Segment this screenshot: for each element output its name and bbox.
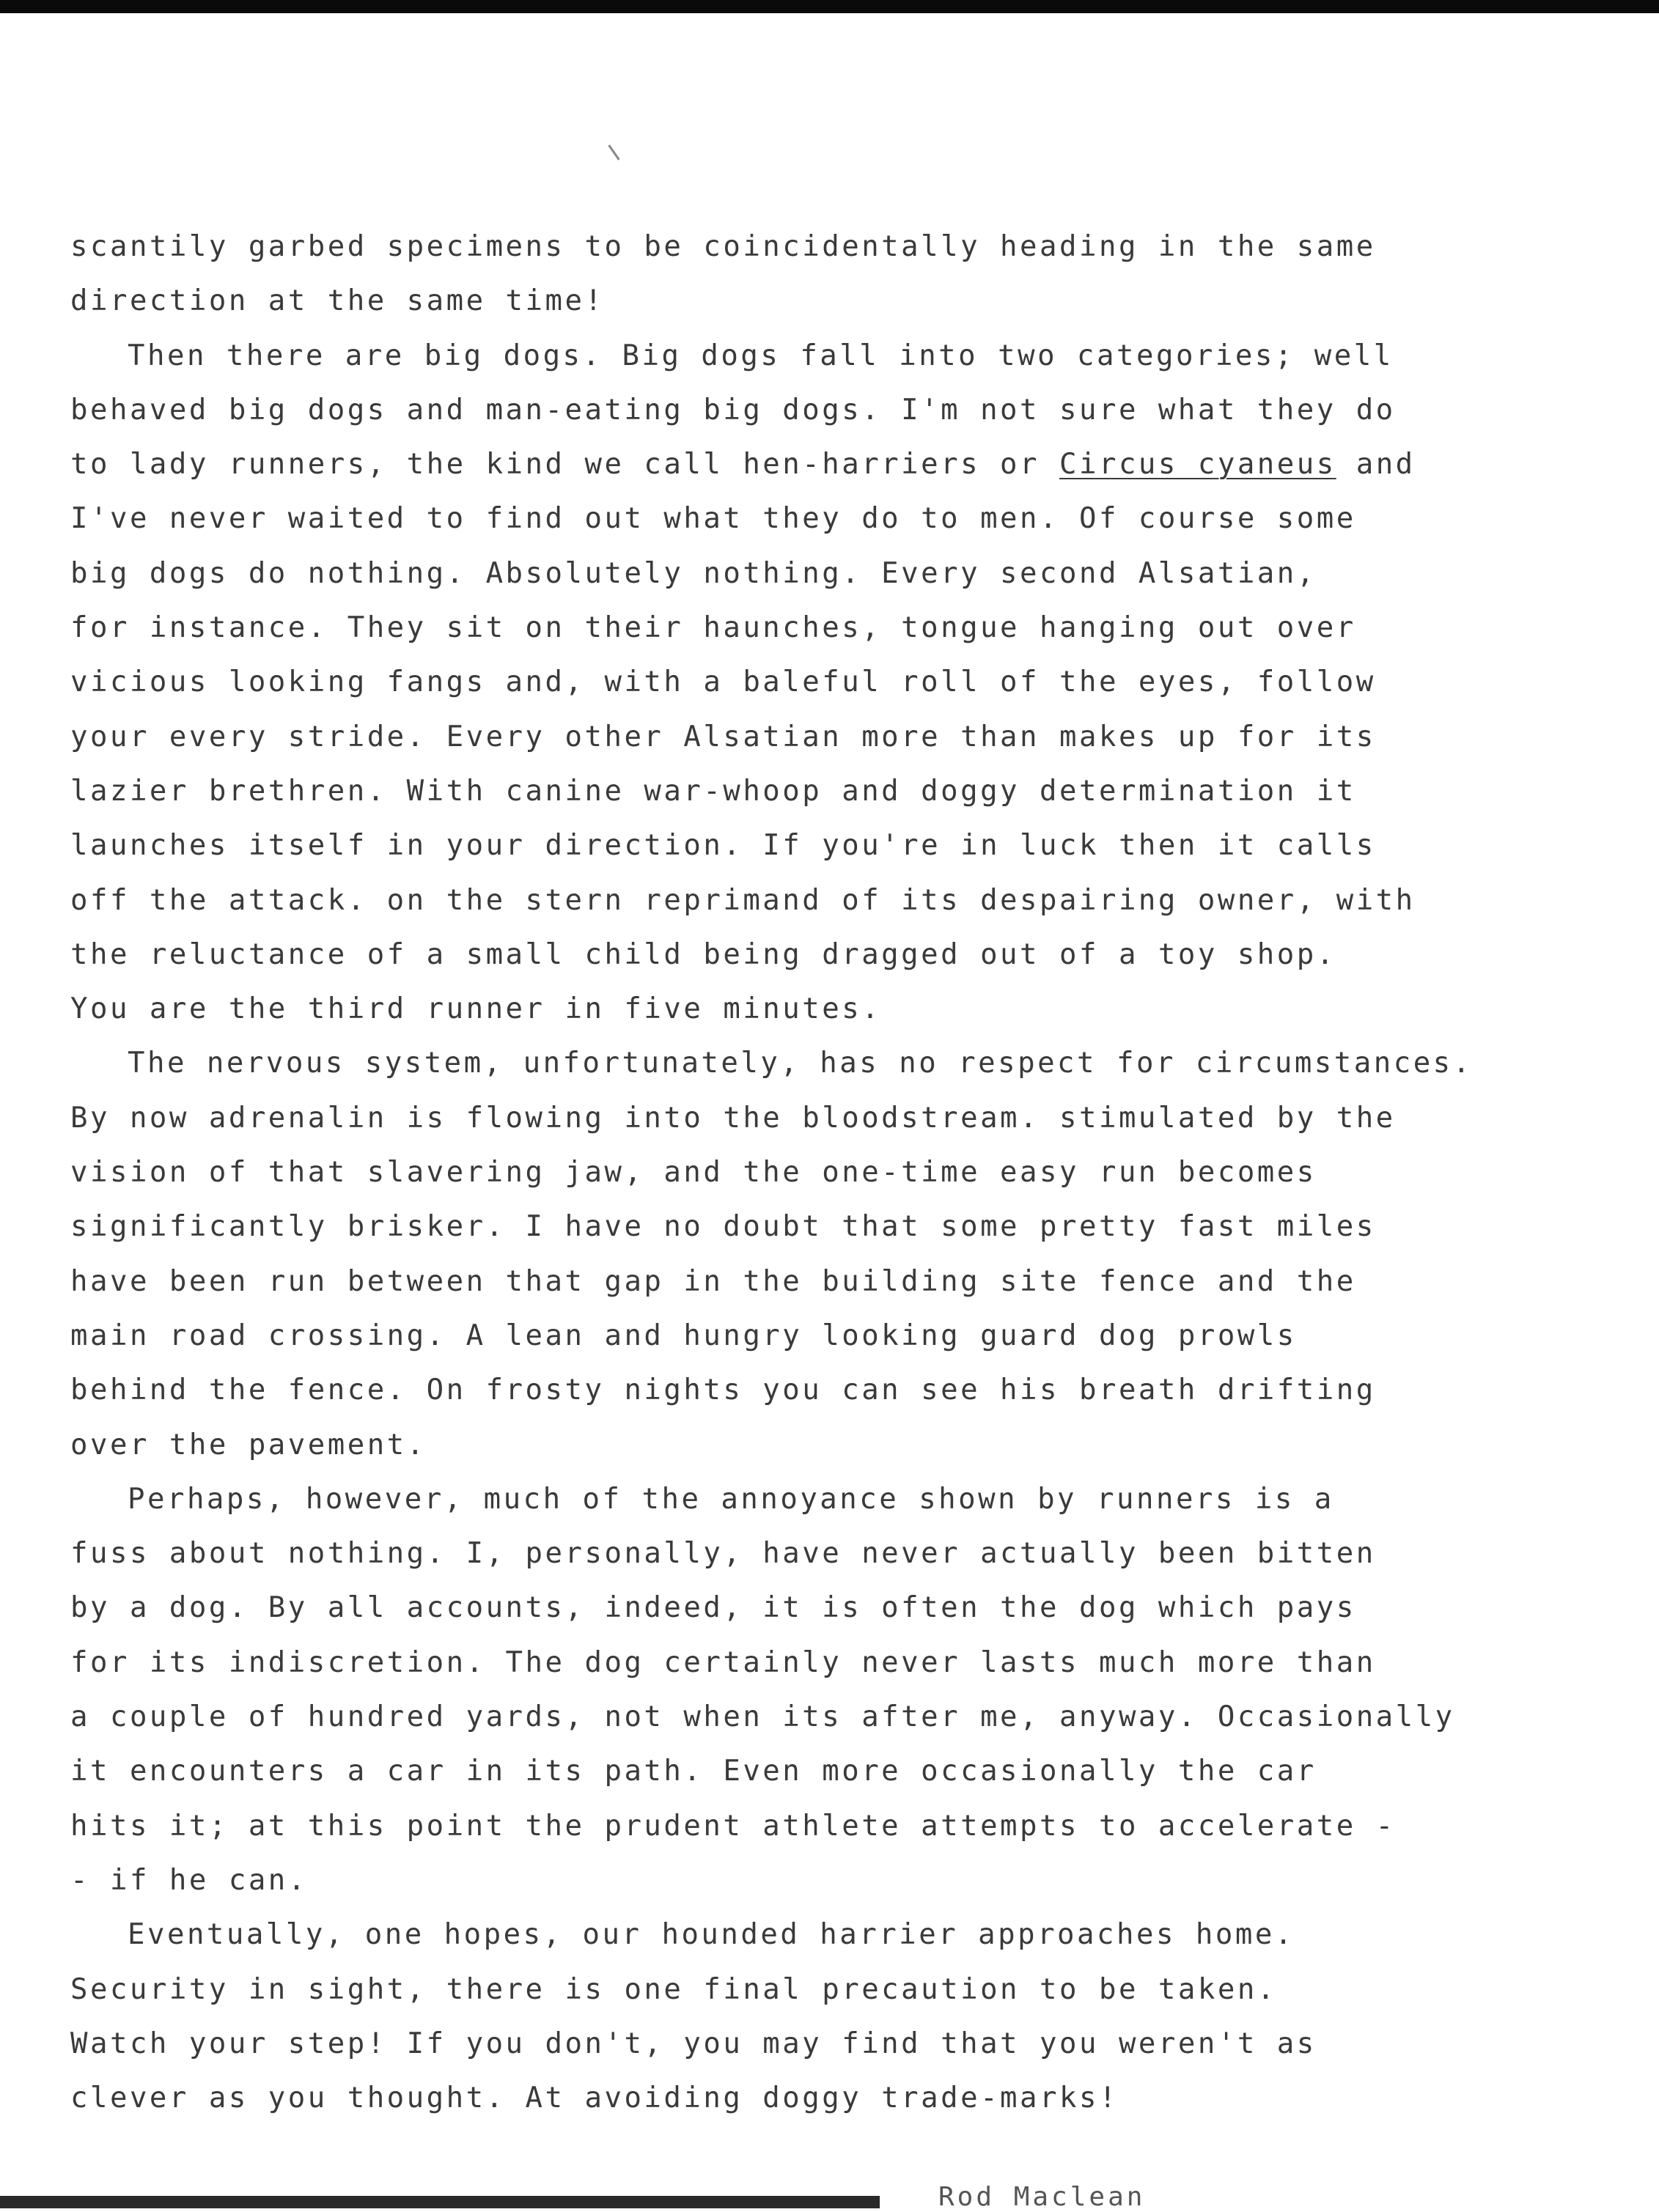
line-text: for instance. They sit on their haunches, tongue hanging out over	[70, 611, 1356, 645]
text-line	[70, 601, 1537, 655]
text-line	[70, 220, 1537, 274]
line-text: it encounters a car in its path. Even more occasionally the car	[70, 1755, 1317, 1788]
text-line	[70, 819, 1537, 873]
text-line	[70, 438, 1537, 492]
text-line	[70, 1854, 1537, 1908]
line-text: vision of that slavering jaw, and the one-time easy run becomes	[70, 1156, 1317, 1190]
line-text: By now adrenalin is flowing into the bloodstream. stimulated by the	[70, 1101, 1396, 1135]
text-line	[70, 1255, 1537, 1309]
line-text: Perhaps, however, much of the annoyance shown by runners is a	[128, 1482, 1334, 1516]
text-line	[70, 329, 1537, 383]
line-text: big dogs do nothing. Absolutely nothing. Every second Alsatian,	[70, 556, 1317, 590]
line-text: a couple of hundred yards, not when its after me, anyway. Occasionally	[70, 1700, 1455, 1734]
line-text: launches itself in your direction. If you're in luck then it calls	[70, 829, 1376, 863]
line-text: Then there are big dogs. Big dogs fall into two categories; well	[128, 339, 1394, 372]
line-text: and	[1336, 448, 1416, 482]
text-line	[70, 764, 1537, 819]
line-text: You are the third runner in five minutes.	[70, 992, 882, 1026]
text-line	[70, 1963, 1537, 2017]
text-line	[70, 2071, 1537, 2126]
line-text: direction at the same time!	[70, 284, 605, 318]
line-text: vicious looking fangs and, with a baleful roll of the eyes, follow	[70, 666, 1376, 699]
stray-mark	[608, 144, 619, 160]
text-line	[70, 1799, 1537, 1854]
paragraph	[70, 220, 1537, 329]
paragraph	[70, 1472, 1537, 1908]
line-text: Watch your step! If you don't, you may find that you weren't as	[70, 2027, 1317, 2060]
line-text: your every stride. Every other Alsatian more than makes up for its	[70, 720, 1376, 753]
text-line	[70, 1472, 1537, 1527]
line-text: over the pavement.	[70, 1428, 427, 1461]
line-text: off the attack. on the stern reprimand of its despairing owner, with	[70, 883, 1416, 917]
text-line	[70, 383, 1537, 438]
text-line	[70, 1690, 1537, 1744]
typed-page	[70, 220, 1537, 2126]
text-line	[70, 492, 1537, 546]
line-text: lazier brethren. With canine war-whoop and doggy determination it	[70, 774, 1356, 808]
text-line	[70, 1146, 1537, 1200]
text-line	[70, 547, 1537, 601]
line-text: by a dog. By all accounts, indeed, it is often the dog which pays	[70, 1591, 1356, 1625]
paragraph	[70, 1036, 1537, 1472]
line-text: scantily garbed specimens to be coincidentally heading in the same	[70, 230, 1376, 263]
paragraph	[70, 1908, 1537, 2126]
text-line	[70, 1418, 1537, 1472]
scan-bottom-edge	[0, 2196, 880, 2208]
text-line	[70, 2017, 1537, 2071]
text-line	[70, 874, 1537, 928]
text-line	[70, 928, 1537, 982]
text-line	[70, 1363, 1537, 1417]
line-text: I've never waited to find out what they do to men. Of course some	[70, 502, 1356, 536]
text-line	[70, 1527, 1537, 1581]
text-line	[70, 1581, 1537, 1635]
text-line	[70, 982, 1537, 1036]
paragraph	[70, 329, 1537, 1037]
author-signature: Rod Maclean	[938, 2182, 1146, 2212]
line-text: significantly brisker. I have no doubt that some pretty fast miles	[70, 1210, 1376, 1244]
line-text: clever as you thought. At avoiding doggy trade-marks!	[70, 2082, 1119, 2115]
line-text: the reluctance of a small child being dragged out of a toy shop.	[70, 937, 1336, 971]
line-text: main road crossing. A lean and hungry looking guard dog prowls	[70, 1319, 1297, 1352]
underlined-term: Circus cyaneus	[1059, 448, 1336, 482]
line-text: hits it; at this point the prudent athlete attempts to accelerate -	[70, 1809, 1396, 1843]
text-line	[70, 1036, 1537, 1091]
text-line	[70, 1908, 1537, 1962]
line-text: behind the fence. On frosty nights you can see his breath drifting	[70, 1374, 1376, 1407]
text-line	[70, 274, 1537, 328]
text-line	[70, 1744, 1537, 1799]
line-text: The nervous system, unfortunately, has no respect for circumstances.	[128, 1047, 1473, 1080]
line-text: Security in sight, there is one final precaution to be taken.	[70, 1972, 1277, 2006]
text-line	[70, 655, 1537, 709]
line-text: to lady runners, the kind we call hen-harriers or	[70, 448, 1059, 482]
line-text: behaved big dogs and man-eating big dogs. I'm not sure what they do	[70, 393, 1396, 427]
line-text: fuss about nothing. I, personally, have never actually been bitten	[70, 1537, 1376, 1571]
line-text: - if he can.	[70, 1863, 308, 1897]
text-line	[70, 710, 1537, 764]
line-text: Eventually, one hopes, our hounded harrier approaches home.	[128, 1918, 1295, 1952]
text-line	[70, 1091, 1537, 1146]
line-text: for its indiscretion. The dog certainly never lasts much more than	[70, 1645, 1376, 1679]
scan-top-edge	[0, 0, 1659, 13]
text-line	[70, 1309, 1537, 1363]
line-text: have been run between that gap in the building site fence and the	[70, 1264, 1356, 1298]
text-line	[70, 1200, 1537, 1254]
text-line	[70, 1636, 1537, 1690]
